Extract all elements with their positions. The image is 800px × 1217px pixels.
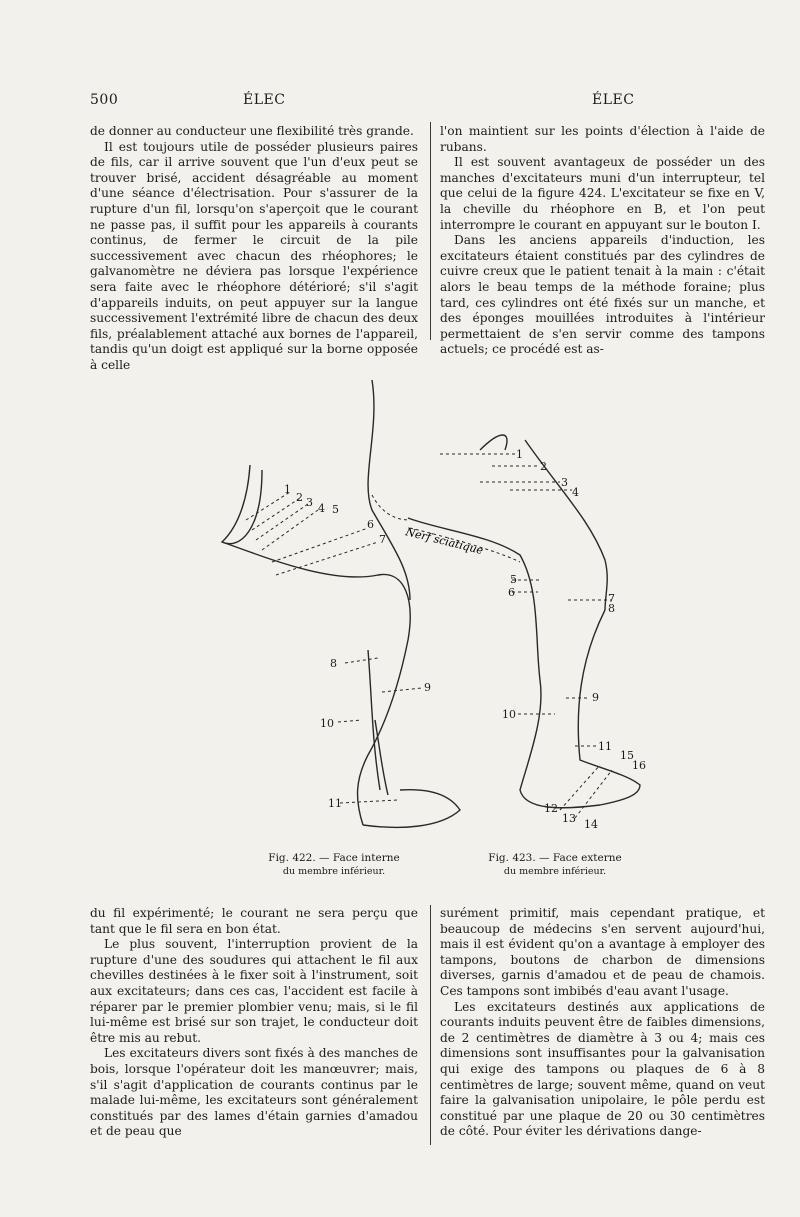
left-label-3: 3 — [306, 496, 313, 509]
right-label-1: 1 — [516, 448, 523, 461]
paragraph: Les excitateurs destinés aux applications de courants induits peuvent être de faibles dimensions, de 2 centimètres de diamètre à 3 ou 4; mais ces dimensions sont insuffisantes pour la galvanisation qui exige des tampons ou plaques de 6 à 8 centimètres de large; souvent même, quand on veut faire la galvanisation unipolaire, le pôle perdu est constitué par une plaque de 20 ou 30 centimètres de côté. Pour éviter les dérivations dange- — [440, 999, 765, 1139]
right-label-14: 14 — [584, 818, 598, 831]
right-label-10: 10 — [502, 708, 516, 721]
right-dotted-leader-foot-2 — [575, 770, 612, 818]
caption-subtitle: du membre inférieur. — [503, 866, 607, 877]
right-label-3: 3 — [561, 476, 568, 489]
paragraph: du fil expérimenté; le courant ne sera perçu que tant que le fil sera en bon état. — [90, 906, 418, 936]
left-dotted-leader-9 — [382, 688, 422, 692]
figure-lower-limb — [0, 370, 800, 850]
left-leg-outline-front — [368, 380, 410, 600]
column-rule-bottom — [430, 905, 431, 1145]
right-label-12: 12 — [544, 802, 558, 815]
left-label-2: 2 — [296, 491, 303, 504]
left-dotted-leader-7 — [276, 542, 378, 575]
right-buttock — [480, 435, 507, 450]
left-calf-line — [375, 720, 388, 795]
right-label-2: 2 — [540, 460, 547, 473]
left-label-1: 1 — [284, 483, 291, 496]
column-rule-top — [430, 122, 431, 340]
right-label-13: 13 — [562, 812, 576, 825]
right-dotted-leader-foot — [560, 765, 600, 810]
right-label-5: 5 — [510, 573, 517, 586]
left-leg-shin — [368, 650, 380, 790]
right-label-4: 4 — [572, 486, 579, 499]
paragraph: surément primitif, mais cependant pratique, et beaucoup de médecins s'en servent aujourd'hui, mais il est évident qu'on a avantage à employer des tampons, boutons de charbon de dimensions diverses, garnis d'amadou et de peau de chamois. Ces tampons sont imbibés d'eau avant l'usage. — [440, 906, 765, 998]
running-title-right: ÉLEC — [592, 92, 635, 108]
left-label-7: 7 — [379, 533, 386, 546]
right-leg-outline-front — [525, 440, 607, 610]
left-dotted-leader-10 — [338, 720, 362, 722]
left-dotted-leader-8 — [345, 658, 378, 663]
paragraph: de donner au conducteur une flexibilité très grande. — [90, 124, 414, 138]
paragraph: Il est toujours utile de posséder plusieurs paires de fils, car il arrive souvent que l'un d'eux peut se trouver brisé, accident désagréable au moment d'une séance d'électrisation. Pour s'assurer de la rupture d'un fil, lorsqu'on s'aperçoit que le courant ne passe pas, il suffit pour les appareils à courants continus, de fermer le circuit de la pile successivement avec chacun des rhéophores; le galvanomètre ne déviera pas lorsque l'expérience sera faite avec le rhéophore détérioré; s'il s'agit d'appareils induits, on peut appuyer sur la langue successivement l'extrémité libre de chacun des deux fils, préalablement attaché aux bornes de l'appareil, tandis qu'un doigt est appliqué sur la borne opposée à celle — [90, 139, 418, 372]
right-label-7: 7 — [608, 592, 615, 605]
left-label-11: 11 — [328, 797, 342, 810]
left-leg-outline-back — [222, 465, 410, 825]
right-label-15: 15 — [620, 749, 634, 762]
page-number: 500 — [90, 92, 119, 108]
left-label-8: 8 — [330, 657, 337, 670]
left-dotted-leader-1 — [246, 492, 290, 520]
left-label-6: 6 — [367, 518, 374, 531]
left-foot — [363, 790, 460, 828]
nerve-label: Nerf sciatique — [404, 525, 485, 558]
left-dotted-leader-6 — [272, 528, 368, 562]
paragraph: l'on maintient sur les points d'élection à l'aide de rubans. — [440, 124, 765, 154]
left-label-10: 10 — [320, 717, 334, 730]
paragraph: Les excitateurs divers sont fixés à des manches de bois, lorsque l'opérateur doit les manœuvrer; mais, s'il s'agit d'application de courants continus par le malade lui-même, les excitateurs sont généralement constitués par des lames d'étain garnies d'amadou et de peau que — [90, 1046, 418, 1139]
text-column-bottom-right — [440, 906, 765, 1140]
right-label-16: 16 — [632, 759, 646, 772]
caption-fig-422 — [239, 852, 429, 878]
right-label-9: 9 — [592, 691, 599, 704]
left-label-5: 5 — [332, 503, 339, 516]
left-label-9: 9 — [424, 681, 431, 694]
paragraph: Dans les anciens appareils d'induction, les excitateurs étaient constitués par des cylindres de cuivre creux que le patient tenait à la main : c'était alors le beau temps de la méthode foraine; plus tard, ces cylindres ont été fixés sur un manche, et des éponges mouillées introduites à l'intérieur permettaient de s'en servir comme des tampons actuels; ce procédé est as- — [440, 233, 765, 357]
left-nerve-line — [372, 495, 410, 520]
paragraph: Le plus souvent, l'interruption provient de la rupture d'une des soudures qui attachent le fil aux chevilles destinées à le fixer soit à l'instrument, soit aux excitateurs; dans ces cas, l'accident est facile à réparer par le premier plombier venu; mais, si le fil lui-même est brisé sur son trajet, le conducteur doit être mis au rebut. — [90, 937, 418, 1045]
right-label-11: 11 — [598, 740, 612, 753]
caption-title: Fig. 423. — Face externe — [488, 852, 622, 864]
left-label-4: 4 — [318, 502, 325, 515]
caption-fig-423 — [460, 852, 650, 878]
text-column-top-right — [440, 124, 765, 358]
leg-illustrations — [0, 370, 800, 850]
paragraph: Il est souvent avantageux de posséder un des manches d'excitateurs muni d'un interrupteur, tel que celui de la figure 424. L'excitateur se fixe en V, la cheville du rhéophore en B, et l'on peut interrompre le courant en appuyant sur le bouton I. — [440, 155, 765, 232]
left-dotted-leader-4 — [262, 510, 318, 550]
text-column-top-left — [90, 124, 418, 374]
left-dotted-leader-11 — [340, 800, 398, 803]
caption-subtitle: du membre inférieur. — [282, 866, 386, 877]
caption-title: Fig. 422. — Face interne — [268, 852, 400, 864]
running-title-left: ÉLEC — [243, 92, 286, 108]
text-column-bottom-left — [90, 906, 418, 1140]
right-label-6: 6 — [508, 586, 515, 599]
right-label-8: 8 — [608, 602, 615, 615]
